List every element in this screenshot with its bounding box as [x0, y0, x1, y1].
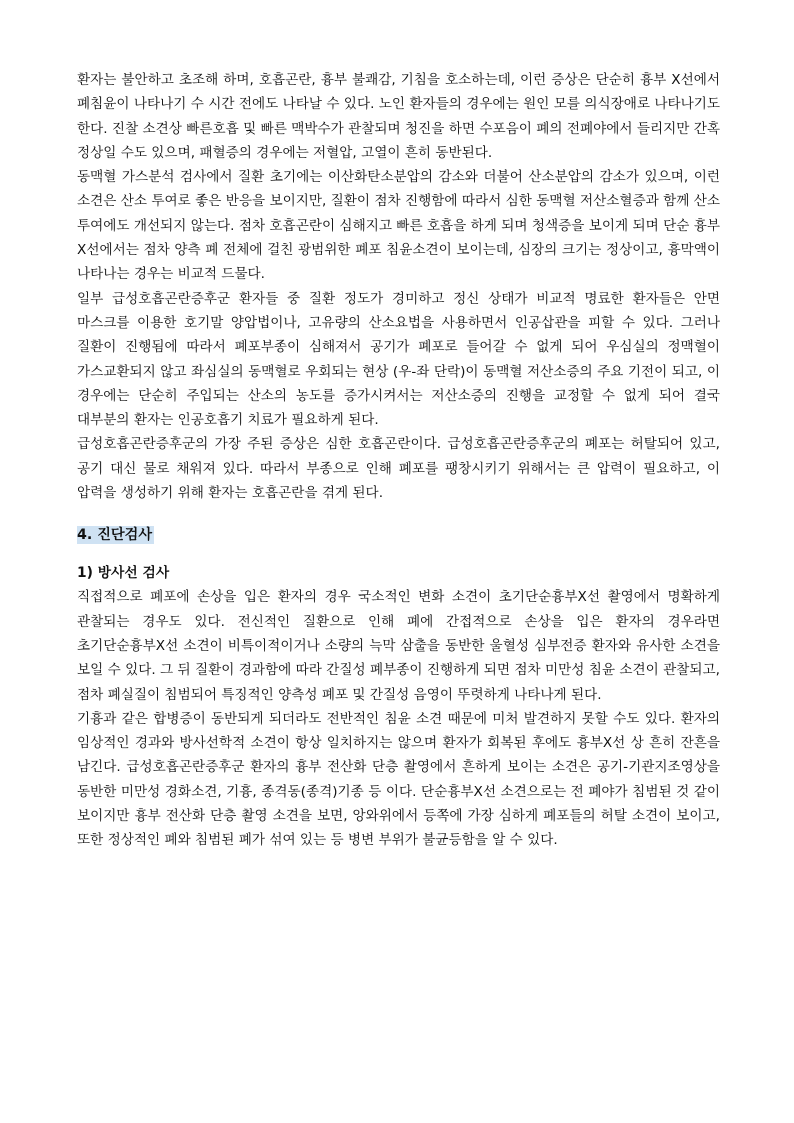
paragraph-radiology-2: 기흉과 같은 합병증이 동반되게 되더라도 전반적인 침윤 소견 때문에 미처 발견하지 못할 수도 있다. 환자의 임상적인 경과와 방사선학적 소견이 항상 일치하지는 않으며 환자가 회복된 후에도 흉부X선 상 흔히 잔흔을 남긴다. 급성호흡곤란증후군 환자의 흉부 전산화 단층 촬영에서 흔하게 보이는 소견은 공기-기관지조영상을 동반한 미만성 경화소견, 기흉, 종격동(종격)기종 등 이다. 단순흉부X선 소견으로는 전 폐야가 침범된 것 같이 보이지만 흉부 전산화 단층 촬영 소견을 보면, 앙와위에서 등쪽에 가장 심하게 폐포들의 허탈 소견이 보이고, 또한 정상적인 폐와 침범된 폐가 섞여 있는 등 병변 부위가 불균등함을 알 수 있다. [77, 710, 720, 849]
sub-heading: 1) 방사선 검사 [77, 565, 170, 582]
paragraph-oxygen-therapy: 일부 급성호흡곤란증후군 환자들 중 질환 정도가 경미하고 정신 상태가 비교적 명료한 환자들은 안면 마스크를 이용한 호기말 양압법이나, 고유량의 산소요법을 사용하면서 인공삽관을 피할 수 있다. 그러나 질환이 진행됨에 따라서 폐포부종이 심해져서 공기가 폐포로 들어갈 수 없게 되어 우심실의 정맥혈이 가스교환되지 않고 좌심실의 동맥혈로 우회되는 현상 (우-좌 단락)이 동맥혈 저산소증의 주요 기전이 되고, 이 경우에는 단순히 주입되는 산소의 농도를 증가시켜서는 저산소증의 진행을 교정할 수 없게 되어 결국 대부분의 환자는 인공호흡기 치료가 필요하게 된다. [77, 290, 720, 429]
document-page [77, 68, 720, 853]
section-heading [77, 523, 720, 547]
paragraph-blood-gas: 동맥혈 가스분석 검사에서 질환 초기에는 이산화탄소분압의 감소와 더불어 산소분압의 감소가 있으며, 이런 소견은 산소 투여로 좋은 반응을 보이지만, 질환이 점차 진행함에 따라서 심한 동맥혈 저산소혈증과 함께 산소 투여에도 개선되지 않는다. 점차 호흡곤란이 심해지고 빠른 호흡을 하게 되며 청색증을 보이게 되며 단순 흉부 X선에서는 점차 양측 폐 전체에 걸친 광범위한 폐포 침윤소견이 보이는데, 심장의 크기는 정상이고, 흉막액이 나타나는 경우는 비교적 드물다. [77, 169, 720, 283]
paragraph-radiology-1: 직접적으로 폐포에 손상을 입은 환자의 경우 국소적인 변화 소견이 초기단순흉부X선 촬영에서 명확하게 관찰되는 경우도 있다. 전신적인 질환으로 인해 폐에 간접적으로 손상을 입은 환자의 경우라면 초기단순흉부X선 소견이 비특이적이거나 소량의 늑막 삼출을 동반한 울혈성 심부전증 환자와 유사한 소견을 보일 수 있다. 그 뒤 질환이 경과함에 따라 간질성 폐부종이 진행하게 되면 점차 미만성 침윤 소견이 관찰되고, 점차 폐실질이 침범되어 특징적인 양측성 폐포 및 간질성 음영이 뚜렷하게 나타나게 된다. [77, 589, 720, 703]
section-heading-text: 4. 진단검사 [77, 527, 153, 544]
paragraph-symptoms: 환자는 불안하고 초조해 하며, 호흡곤란, 흉부 불쾌감, 기침을 호소하는데, 이런 증상은 단순히 흉부 X선에서 폐침윤이 나타나기 수 시간 전에도 나타날 수 있다. 노인 환자들의 경우에는 원인 모를 의식장애로 나타나기도 한다. 진찰 소견상 빠른호흡 및 빠른 맥박수가 관찰되며 청진을 하면 수포음이 폐의 전폐야에서 들리지만 간혹 정상일 수도 있으며, 패혈증의 경우에는 저혈압, 고열이 흔히 동반된다. [77, 72, 720, 161]
paragraph-main-symptom: 급성호흡곤란증후군의 가장 주된 증상은 심한 호흡곤란이다. 급성호흡곤란증후군의 폐포는 허탈되어 있고, 공기 대신 물로 채워져 있다. 따라서 부종으로 인해 폐포를 팽창시키기 위해서는 큰 압력이 필요하고, 이 압력을 생성하기 위해 환자는 호흡곤란을 겪게 된다. [77, 436, 720, 502]
